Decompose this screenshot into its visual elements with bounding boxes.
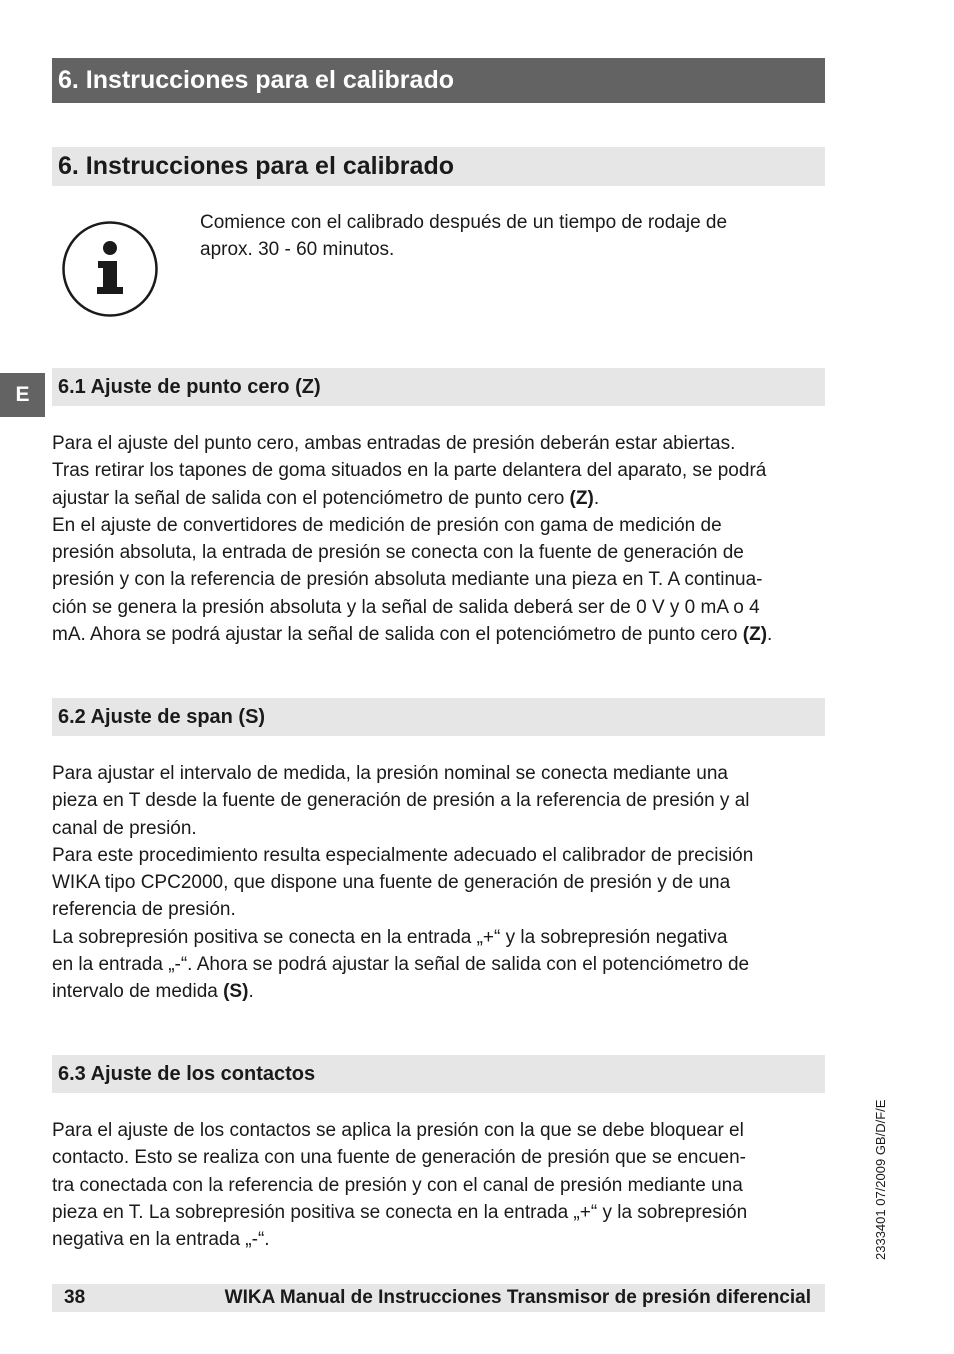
text-segment: intervalo de medida (52, 981, 224, 1003)
bold-ref: (Z) (742, 624, 768, 646)
text-line: pieza en T. La sobrepresión positiva se conecta en la entrada „+“ y la sobrepresión (52, 1201, 748, 1223)
text-segment: mA. Ahora se podrá ajustar la señal de salida con el potenciómetro de punto cero (52, 624, 743, 646)
document-reference: 2333401 07/2009 GB/D/F/E (873, 1099, 888, 1260)
text-line: negativa en la entrada „-“. (52, 1229, 270, 1251)
text-segment: . (593, 487, 600, 509)
section-title: 6. Instrucciones para el calibrado (52, 147, 825, 186)
text-line: canal de presión. (52, 817, 197, 839)
text-line: tra conectada con la referencia de presión y con el canal de presión mediante una (52, 1174, 743, 1196)
info-note (200, 209, 810, 263)
text-line: Para el ajuste de los contactos se aplica la presión con la que se debe bloquear el (52, 1120, 744, 1141)
text-line: Para ajustar el intervalo de medida, la presión nominal se conecta mediante una (52, 763, 728, 784)
page-footer (52, 1284, 825, 1312)
text-line: presión y con la referencia de presión absoluta mediante una pieza en T. A continua- (52, 569, 763, 591)
footer-title: WIKA Manual de Instrucciones Transmisor de presión diferencial (224, 1287, 811, 1308)
text-segment: ajustar la señal de salida con el potenciómetro de punto cero (52, 487, 570, 509)
text-line (52, 621, 827, 648)
text-line: WIKA tipo CPC2000, que dispone una fuente de generación de presión y de una (52, 872, 731, 894)
text-line: La sobrepresión positiva se conecta en la entrada „+“ y la sobrepresión negativa (52, 926, 728, 948)
language-tab: E (0, 373, 45, 417)
info-line: Comience con el calibrado después de un tiempo de rodaje de (200, 212, 728, 233)
text-line: Tras retirar los tapones de goma situados en la parte delantera del aparato, se podrá (52, 460, 767, 482)
chapter-banner: 6. Instrucciones para el calibrado (52, 58, 825, 103)
text-line: pieza en T desde la fuente de generación de presión a la referencia de presión y al (52, 790, 750, 812)
text-line: ción se genera la presión absoluta y la señal de salida deberá ser de 0 V y 0 mA o 4 (52, 596, 760, 618)
text-line: Para el ajuste del punto cero, ambas entradas de presión deberán estar abiertas. (52, 433, 736, 454)
bold-ref: (S) (223, 981, 249, 1003)
text-line: En el ajuste de convertidores de medición de presión con gama de medición de (52, 514, 722, 536)
page-number: 38 (64, 1287, 86, 1308)
paragraph-6-1 (52, 430, 827, 648)
bold-ref: (Z) (569, 487, 594, 509)
subsection-heading-6-2: 6.2 Ajuste de span (S) (52, 698, 825, 736)
text-line: en la entrada „-“. Ahora se podrá ajustar la señal de salida con el potenciómetro de (52, 954, 750, 976)
text-line: Para este procedimiento resulta especialmente adecuado el calibrador de precisión (52, 844, 754, 866)
subsection-heading-6-1: 6.1 Ajuste de punto cero (Z) (52, 368, 825, 406)
info-line: aprox. 30 - 60 minutos. (200, 239, 395, 260)
info-circle-icon (61, 220, 159, 318)
text-line: referencia de presión. (52, 899, 236, 921)
paragraph-6-3 (52, 1117, 827, 1253)
text-line: presión absoluta, la entrada de presión se conecta con la fuente de generación de (52, 542, 744, 564)
text-line (52, 978, 827, 1005)
subsection-heading-6-3: 6.3 Ajuste de los contactos (52, 1055, 825, 1093)
text-line: contacto. Esto se realiza con una fuente de generación de presión que se encuen- (52, 1147, 746, 1169)
text-segment: . (767, 624, 773, 646)
paragraph-6-2 (52, 760, 827, 1006)
text-segment: . (248, 981, 254, 1003)
text-line (52, 485, 827, 512)
